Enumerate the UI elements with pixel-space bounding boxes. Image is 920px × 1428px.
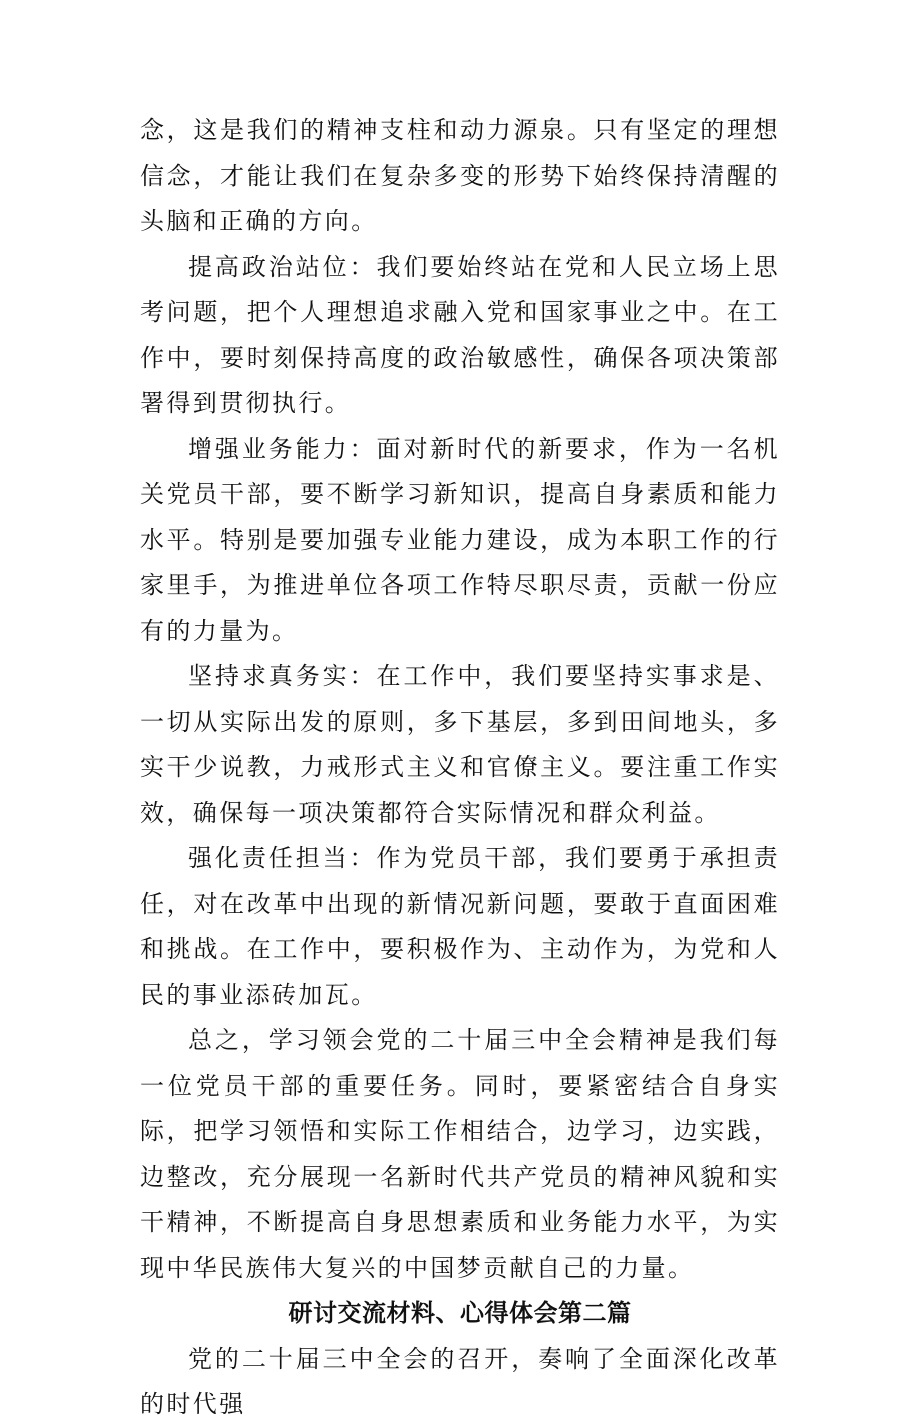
paragraph-continuation: 念，这是我们的精神支柱和动力源泉。只有坚定的理想信念，才能让我们在复杂多变的形势下始终保持清醒的头脑和正确的方向。 bbox=[140, 116, 780, 235]
paragraph-conclusion: 总之，学习领会党的二十届三中全会精神是我们每一位党员干部的重要任务。同时，要紧密结合自身实际，把学习领悟和实际工作相结合，边学习，边实践，边整改，充分展现一名新时代共产党员的精神风貌和实干精神，不断提高自身思想素质和业务能力水平，为实现中华民族伟大复兴的中国梦贡献自己的力量。 bbox=[140, 1026, 780, 1282]
paragraph-business-ability: 增强业务能力：面对新时代的新要求，作为一名机关党员干部，要不断学习新知识，提高自身素质和能力水平。特别是要加强专业能力建设，成为本职工作的行家里手，为推进单位各项工作特尽职尽责，贡献一份应有的力量为。 bbox=[140, 434, 780, 645]
paragraph-responsibility: 强化责任担当：作为党员干部，我们要勇于承担责任，对在改革中出现的新情况新问题，要敢于直面困难和挑战。在工作中，要积极作为、主动作为，为党和人民的事业添砖加瓦。 bbox=[140, 844, 780, 1009]
section-heading: 研讨交流材料、心得体会第二篇 bbox=[288, 1299, 632, 1327]
paragraph-political-stance: 提高政治站位：我们要始终站在党和人民立场上思考问题，把个人理想追求融入党和国家事业之中。在工作中，要时刻保持高度的政治敏感性，确保各项决策部署得到贯彻执行。 bbox=[140, 252, 780, 417]
paragraph-seek-truth: 坚持求真务实：在工作中，我们要坚持实事求是、一切从实际出发的原则，多下基层，多到田间地头，多实干少说教，力戒形式主义和官僚主义。要注重工作实效，确保每一项决策都符合实际情况和群众利益。 bbox=[140, 662, 780, 827]
paragraph-second-article-opening: 党的二十届三中全会的召开，奏响了全面深化改革的时代强 bbox=[140, 1344, 780, 1418]
document-body bbox=[140, 108, 780, 1428]
